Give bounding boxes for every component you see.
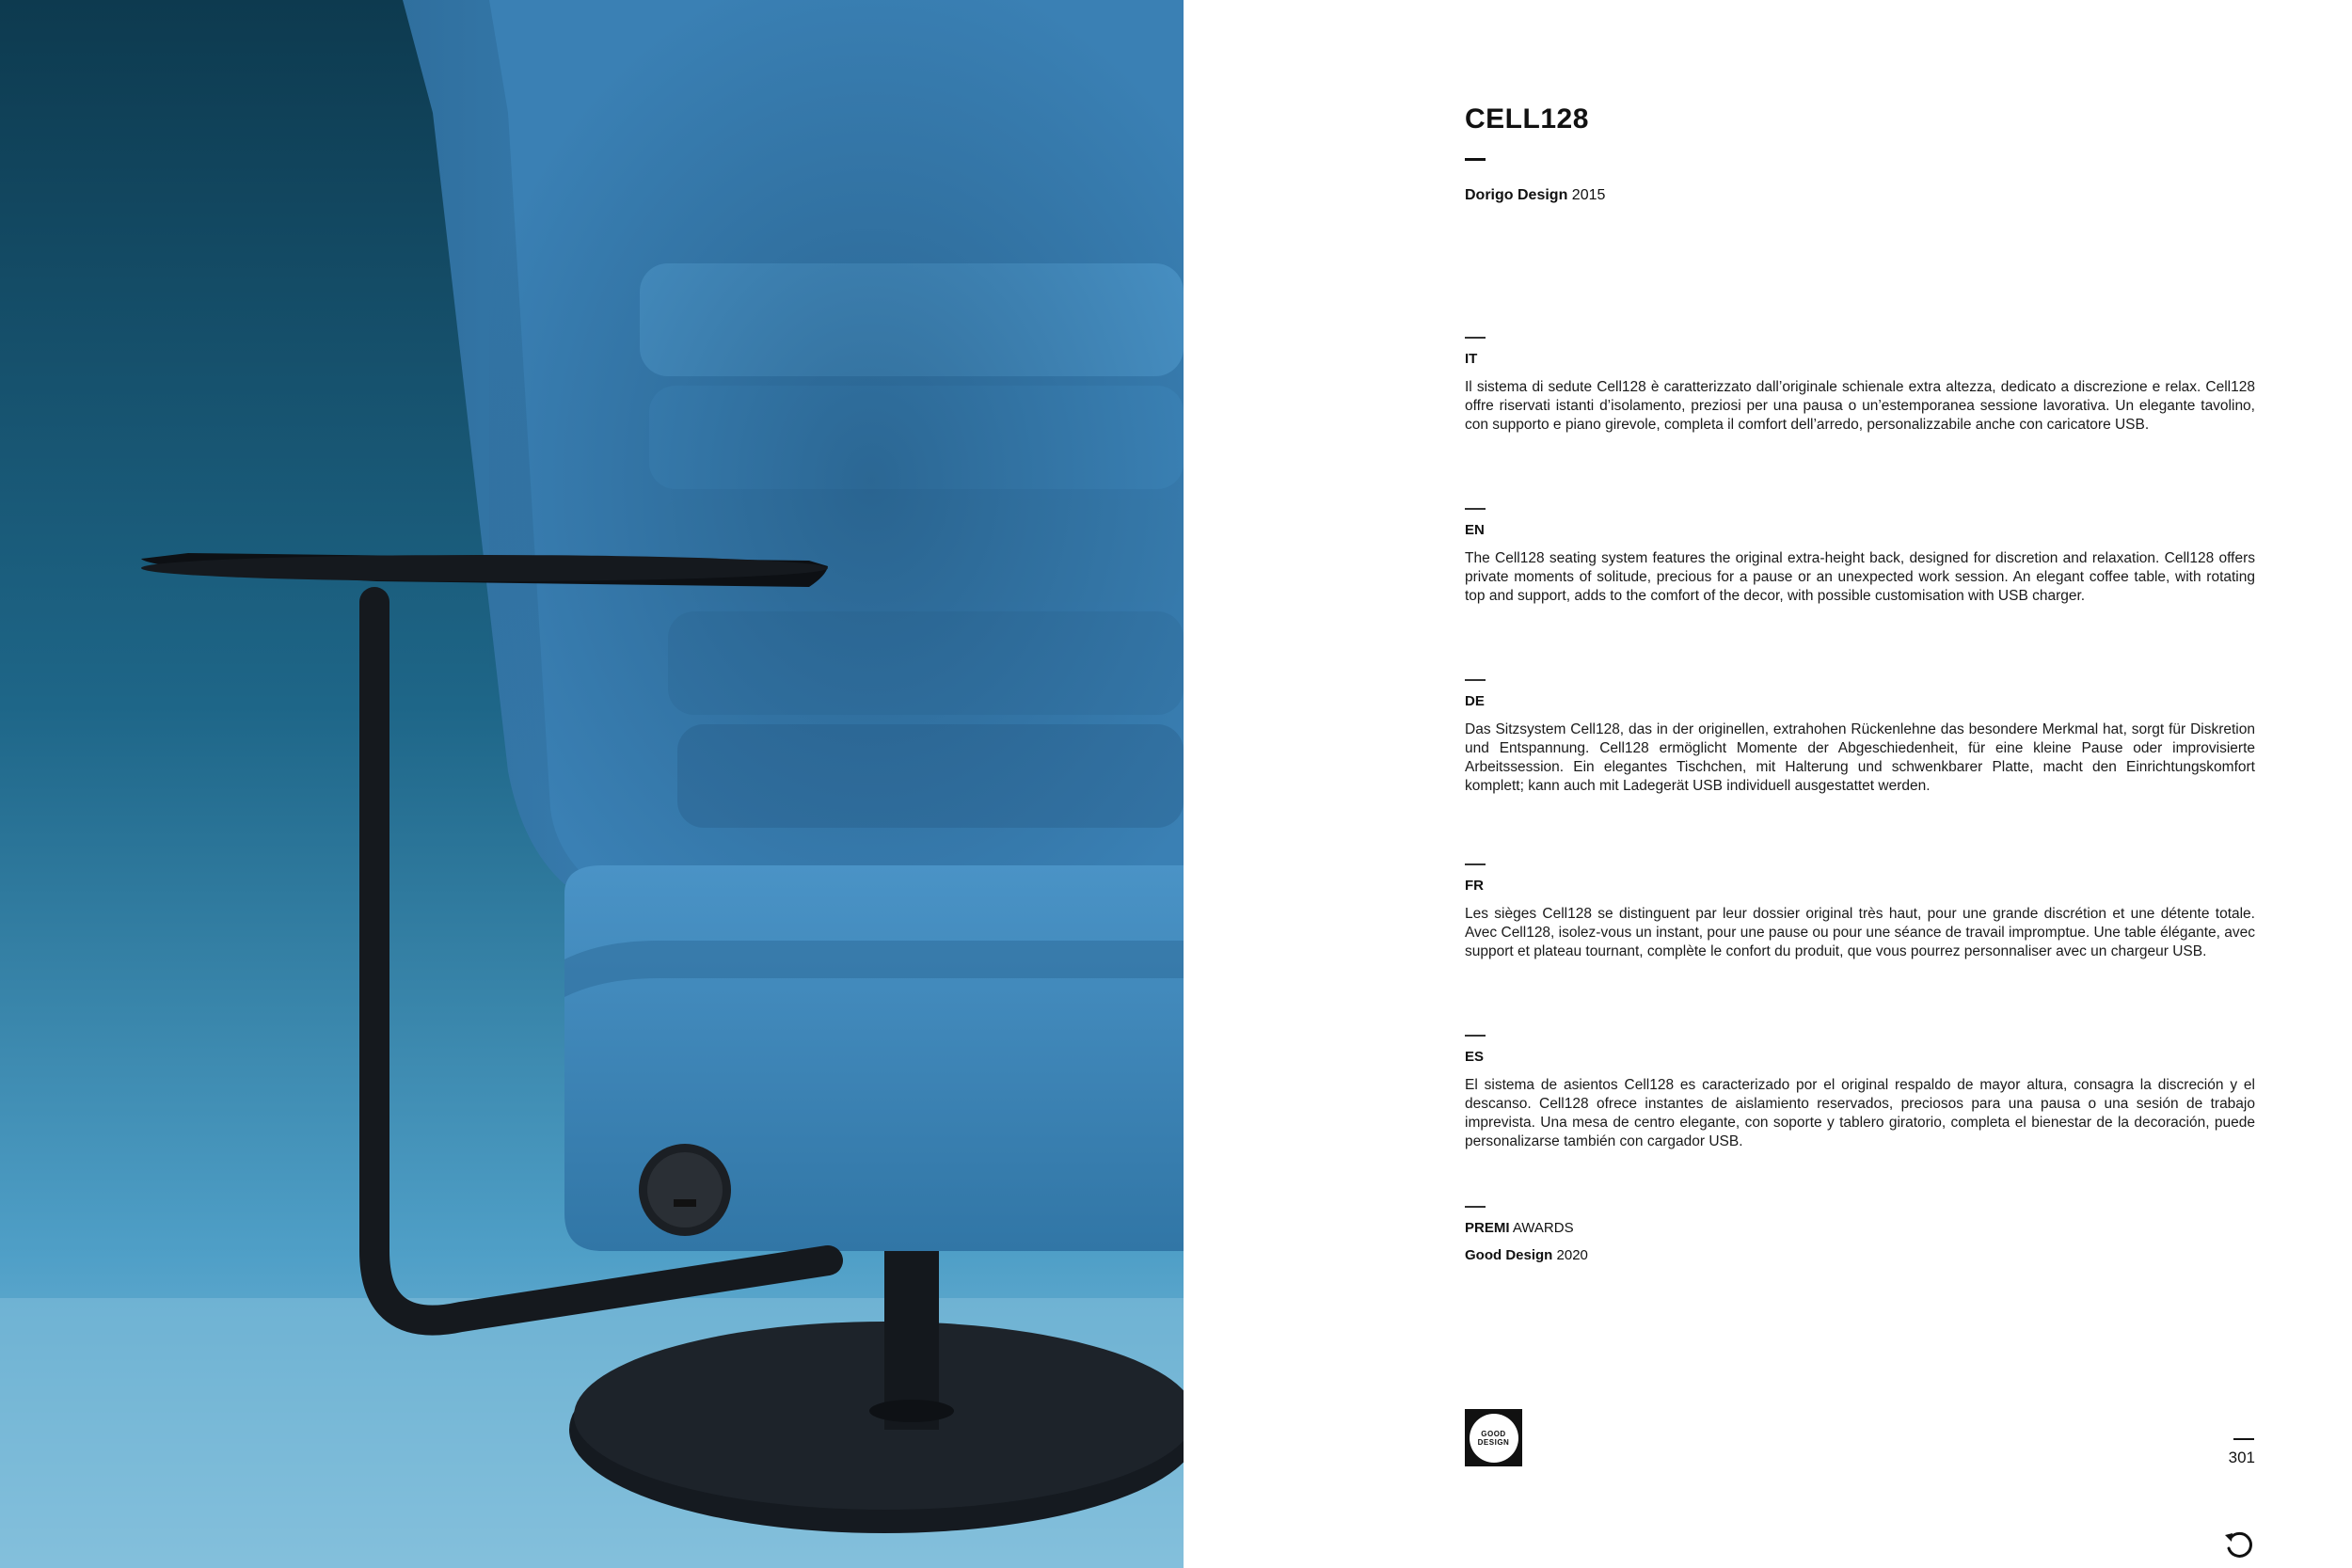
awards-rule (1465, 1206, 1486, 1208)
title-rule (1465, 158, 1486, 161)
back-button[interactable] (2220, 1526, 2258, 1563)
designer-year: 2015 (1571, 187, 1606, 203)
logo-line-2: DESIGN (1477, 1437, 1510, 1447)
award-entry (1465, 1247, 2255, 1263)
section-rule-fr (1465, 863, 1486, 865)
lang-label-de: DE (1465, 693, 1485, 709)
good-design-logo-badge (1470, 1414, 1518, 1463)
award-name: Good Design (1465, 1247, 1553, 1263)
lang-label-es: ES (1465, 1049, 1485, 1065)
paragraph-es: El sistema de asientos Cell128 es caracterizado por el original respaldo de mayor altura, consagra la discreción y el descanso. Cell128 ofrece instantes de aislamiento reservados, preciosos para una pausa o una sesión de trabajo imprevista. Una mesa de centro elegante, con soporte y tablero giratorio, completa el bienestar de la decoración, puede personalizarse también con cargador USB. (1465, 1077, 2255, 1149)
lang-label-it: IT (1465, 351, 1478, 367)
section-rule-it (1465, 337, 1486, 339)
logo-line-1: GOOD (1481, 1429, 1506, 1438)
paragraph-it: Il sistema di sedute Cell128 è caratterizzato dall’originale schienale extra altezza, dedicato a discrezione e relax. Cell128 offre riservati istanti d’isolamento, preziosi per una pausa o un’estemporanea sessione lavorativa. Un elegante tavolino, con supporto e piano girevole, completa il comfort dell’arredo, personalizzabile anche con caricatore USB. (1465, 379, 2255, 433)
section-rule-es (1465, 1035, 1486, 1037)
designer-name: Dorigo Design (1465, 187, 1568, 203)
lang-label-en: EN (1465, 522, 1485, 538)
paragraph-de: Das Sitzsystem Cell128, das in der originellen, extrahohen Rückenlehne das besondere Merkmal hat, sorgt für Diskretion und Entspannung. Cell128 ermöglicht Momente der Abgeschiedenheit, für eine kleine Pause oder improvisierte Arbeitssession. Ein elegantes Tischchen, mit Halterung und schwenkbarer Platte, macht den Einrichtungskomfort komplett; kann auch mit Ladegerät USB individuell ausgestattet werden. (1465, 721, 2255, 794)
page-number-rule (2233, 1438, 2254, 1440)
lang-label-fr: FR (1465, 878, 1484, 894)
awards-heading-bold: PREMI (1465, 1220, 1510, 1236)
awards-heading (1465, 1220, 2255, 1236)
good-design-logo (1465, 1409, 1522, 1466)
product-title: CELL128 (1465, 103, 1589, 135)
page-number: 301 (2228, 1449, 2255, 1466)
section-rule-en (1465, 508, 1486, 510)
paragraph-fr: Les sièges Cell128 se distinguent par leur dossier original très haut, pour une grande discrétion et une détente totale. Avec Cell128, isolez-vous un instant, pour une pause ou pour une séance de travail impromptue. Une table élégante, avec support et plateau tournant, complète le confort du produit, que vous pourrez personnaliser avec un chargeur USB. (1465, 906, 2255, 959)
awards-heading-rest: AWARDS (1512, 1220, 1574, 1236)
section-rule-de (1465, 679, 1486, 681)
award-year: 2020 (1556, 1247, 1588, 1263)
designer-line (1465, 187, 2255, 204)
paragraph-en: The Cell128 seating system features the original extra-height back, designed for discretion and relaxation. Cell128 offers private moments of solitude, precious for a pause or an unexpected work session. An elegant coffee table, with rotating top and support, adds to the comfort of the decor, with possible customisation with USB charger. (1465, 550, 2255, 604)
undo-arrow-icon (2222, 1528, 2256, 1561)
